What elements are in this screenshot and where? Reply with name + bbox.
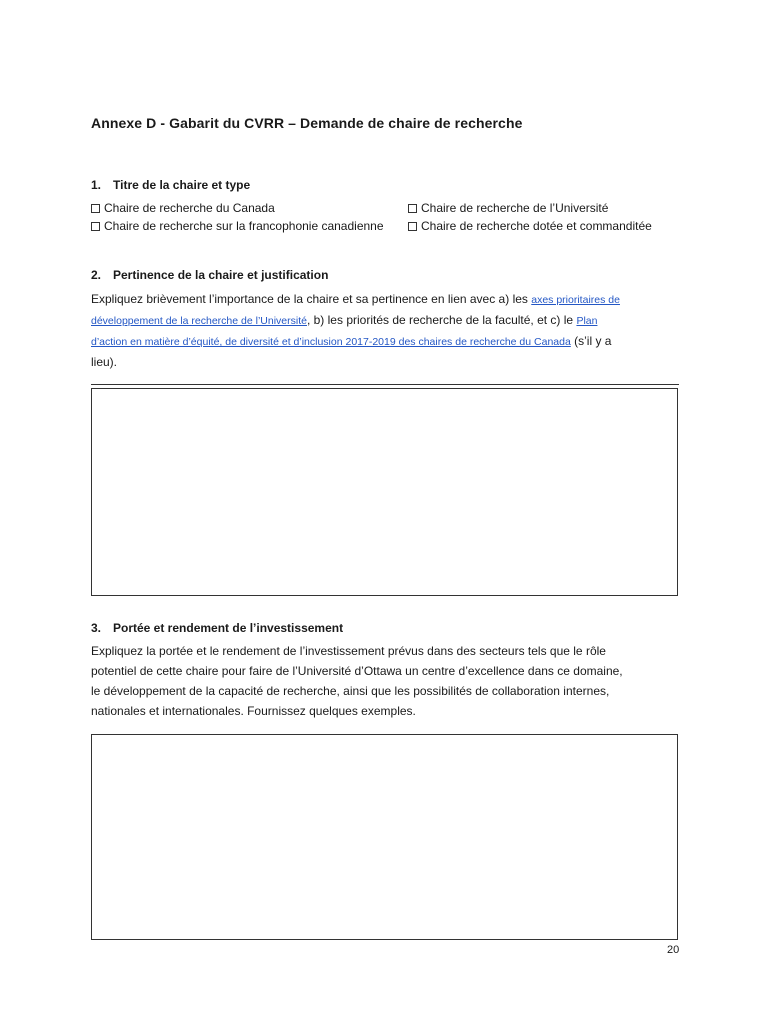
instruction-text: , b) les priorités de recherche de la faculté, et c) le [306, 313, 577, 327]
instruction-line: nationales et internationales. Fournissez quelques exemples. [91, 704, 416, 718]
page-number: 20 [667, 944, 680, 956]
checkbox-icon[interactable] [408, 204, 417, 213]
answer-box-pertinence[interactable] [91, 388, 678, 596]
checkbox-label: Chaire de recherche dotée et commanditée [421, 219, 652, 233]
section-title: Pertinence de la chaire et justification [113, 268, 329, 282]
checkbox-chaire-universite[interactable] [408, 201, 608, 215]
section-3-instructions [91, 641, 681, 721]
checkbox-label: Chaire de recherche de l’Université [421, 201, 609, 215]
section-2-heading [91, 268, 328, 282]
section-number: 2. [91, 268, 102, 282]
instruction-text: lieu). [91, 355, 118, 369]
checkbox-label: Chaire de recherche sur la francophonie canadienne [104, 219, 384, 233]
checkbox-label: Chaire de recherche du Canada [104, 201, 275, 215]
answer-box-portee[interactable] [91, 734, 678, 940]
checkbox-icon[interactable] [91, 222, 100, 231]
link-plan-action-cont[interactable]: d’action en matière d’équité, de diversité et d’inclusion 2017-2019 des chaires de recherche du Canada [91, 336, 571, 348]
instruction-line: potentiel de cette chaire pour faire de l’Université d’Ottawa un centre d’excellence dans ce domaine, [91, 664, 623, 678]
link-plan-action[interactable]: Plan [576, 315, 598, 327]
section-3-heading [91, 621, 343, 635]
page-title: Annexe D - Gabarit du CVRR – Demande de chaire de recherche [91, 115, 523, 131]
link-axes-prioritaires[interactable]: axes prioritaires de [531, 294, 620, 306]
checkbox-icon[interactable] [91, 204, 100, 213]
checkbox-icon[interactable] [408, 222, 417, 231]
checkbox-chaire-dotee[interactable] [408, 219, 652, 233]
instruction-text: Expliquez brièvement l’importance de la chaire et sa pertinence en lien avec a) les [91, 292, 532, 306]
checkbox-chaire-canada[interactable] [91, 201, 275, 215]
section-title: Titre de la chaire et type [113, 178, 251, 192]
section-number: 3. [91, 621, 102, 635]
instruction-line: le développement de la capacité de recherche, ainsi que les possibilités de collaboration internes, [91, 684, 610, 698]
section-number: 1. [91, 178, 102, 192]
link-axes-prioritaires-cont[interactable]: développement de la recherche de l’Université [91, 315, 307, 327]
section-2-instructions [91, 289, 681, 372]
instruction-line: Expliquez la portée et le rendement de l’investissement prévus dans des secteurs tels que le rôle [91, 644, 606, 658]
checkbox-chaire-francophonie[interactable] [91, 219, 384, 233]
divider [91, 384, 679, 385]
instruction-text: (s’il y a [570, 334, 612, 348]
section-1-heading [91, 178, 250, 192]
section-title: Portée et rendement de l’investissement [113, 621, 344, 635]
